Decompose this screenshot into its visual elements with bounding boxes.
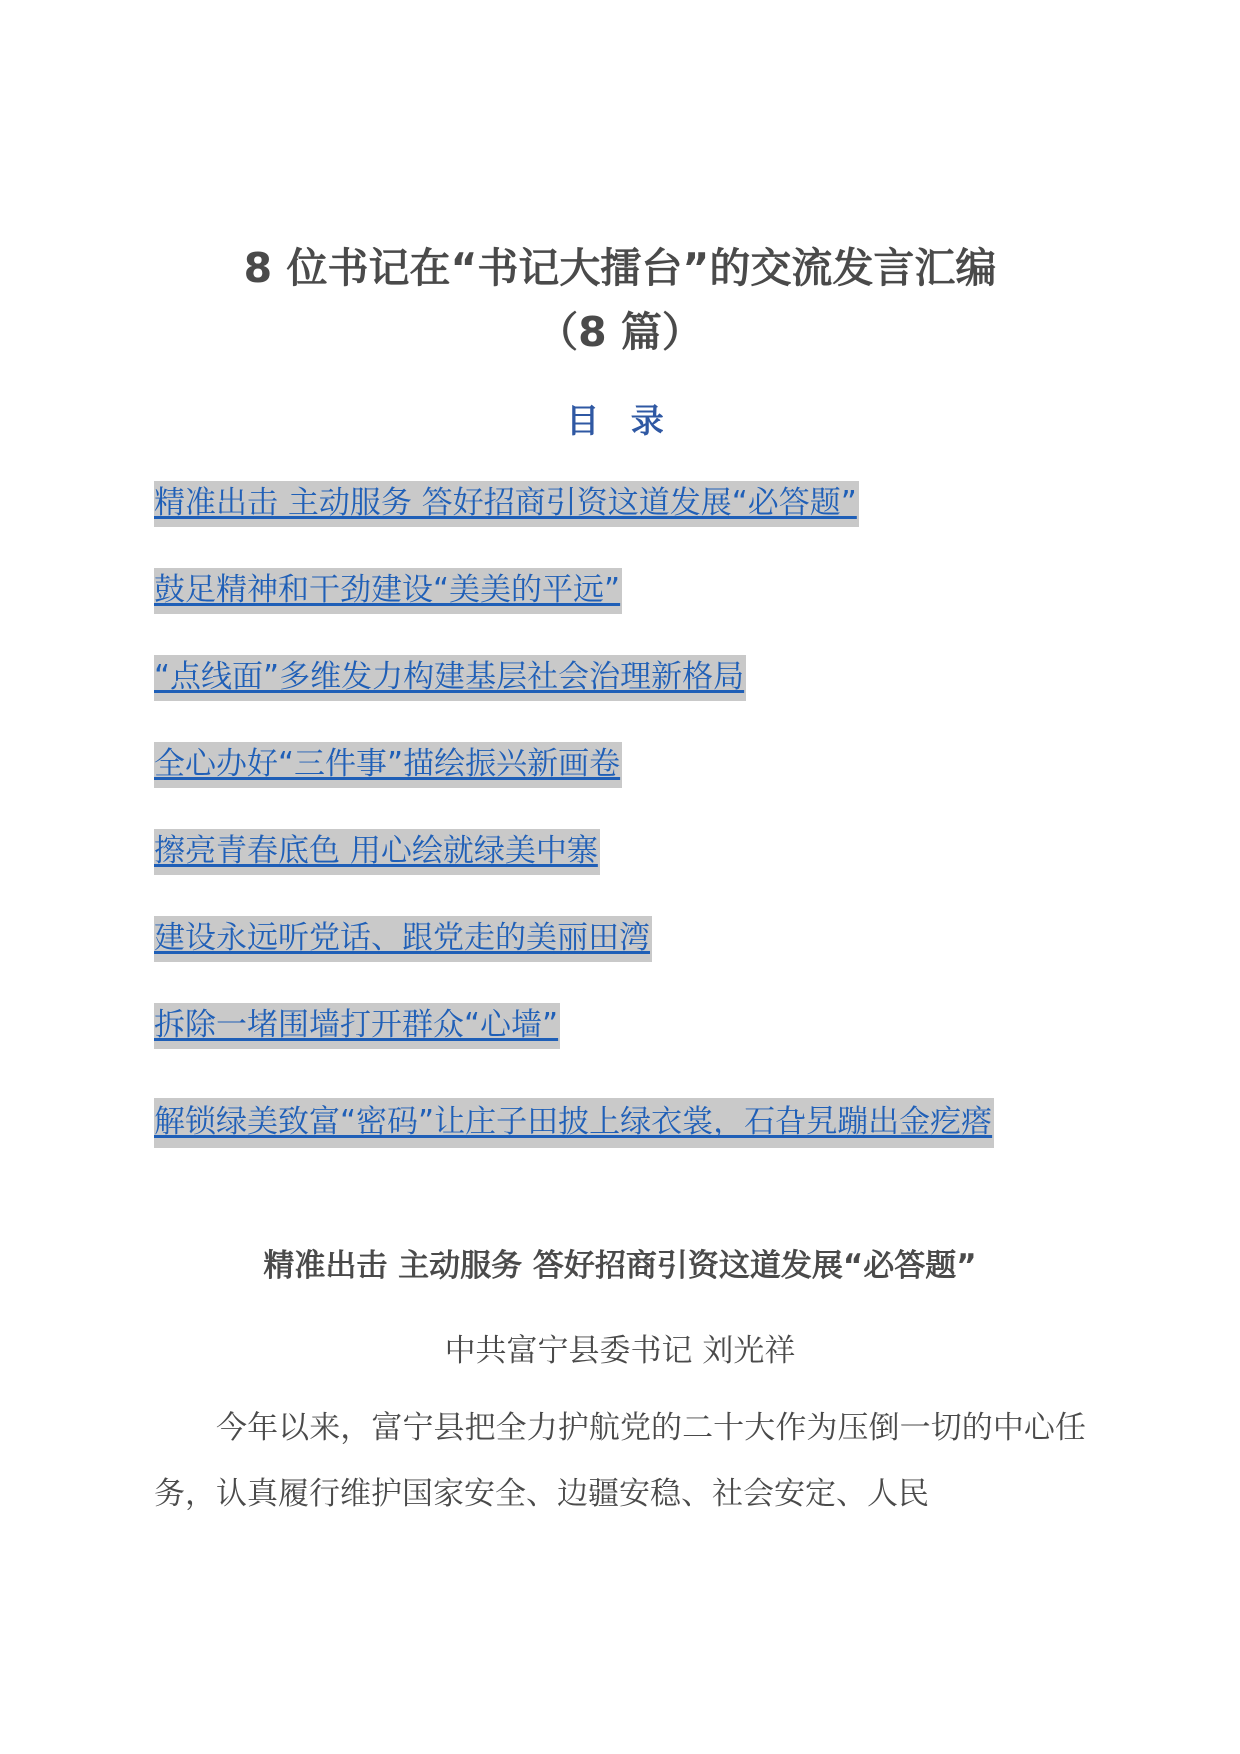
toc-link-5[interactable]: 擦亮青春底色 用心绘就绿美中寨: [154, 829, 600, 875]
toc-item: [154, 1000, 1094, 1087]
document-title: 8 位书记在“书记大擂台”的交流发言汇编: [243, 244, 997, 292]
toc-link-8[interactable]: 解锁绿美致富“密码”让庄子田披上绿衣裳，石旮旯蹦出金疙瘩: [154, 1098, 994, 1148]
article-title: 精准出击 主动服务 答好招商引资这道发展“必答题”: [263, 1248, 977, 1284]
toc-item: [154, 913, 1094, 1000]
toc-link-6[interactable]: 建设永远听党话、跟党走的美丽田湾: [154, 916, 652, 962]
toc-link-1[interactable]: 精准出击 主动服务 答好招商引资这道发展“必答题”: [154, 481, 859, 527]
article-paragraph: 今年以来，富宁县把全力护航党的二十大作为压倒一切的中心任务，认真履行维护国家安全、边疆安稳、社会安定、人民: [154, 1410, 1086, 1512]
toc-item: [154, 652, 1094, 739]
toc-link-2[interactable]: 鼓足精神和干劲建设“美美的平远”: [154, 568, 622, 614]
document-title-subtitle: （8 篇）: [537, 308, 703, 356]
toc-item: [154, 826, 1094, 913]
toc-item: [154, 739, 1094, 826]
toc-link-4[interactable]: 全心办好“三件事”描绘振兴新画卷: [154, 742, 622, 788]
toc-link-7[interactable]: 拆除一堵围墙打开群众“心墙”: [154, 1003, 560, 1049]
toc-item: [154, 478, 1094, 565]
toc-link-3[interactable]: “点线面”多维发力构建基层社会治理新格局: [154, 655, 746, 701]
toc-item: [154, 1089, 1094, 1155]
toc-heading: 目 录: [566, 401, 674, 440]
table-of-contents: [154, 478, 1094, 1155]
article-author: 中共富宁县委书记 刘光祥: [444, 1333, 796, 1369]
toc-item: [154, 565, 1094, 652]
